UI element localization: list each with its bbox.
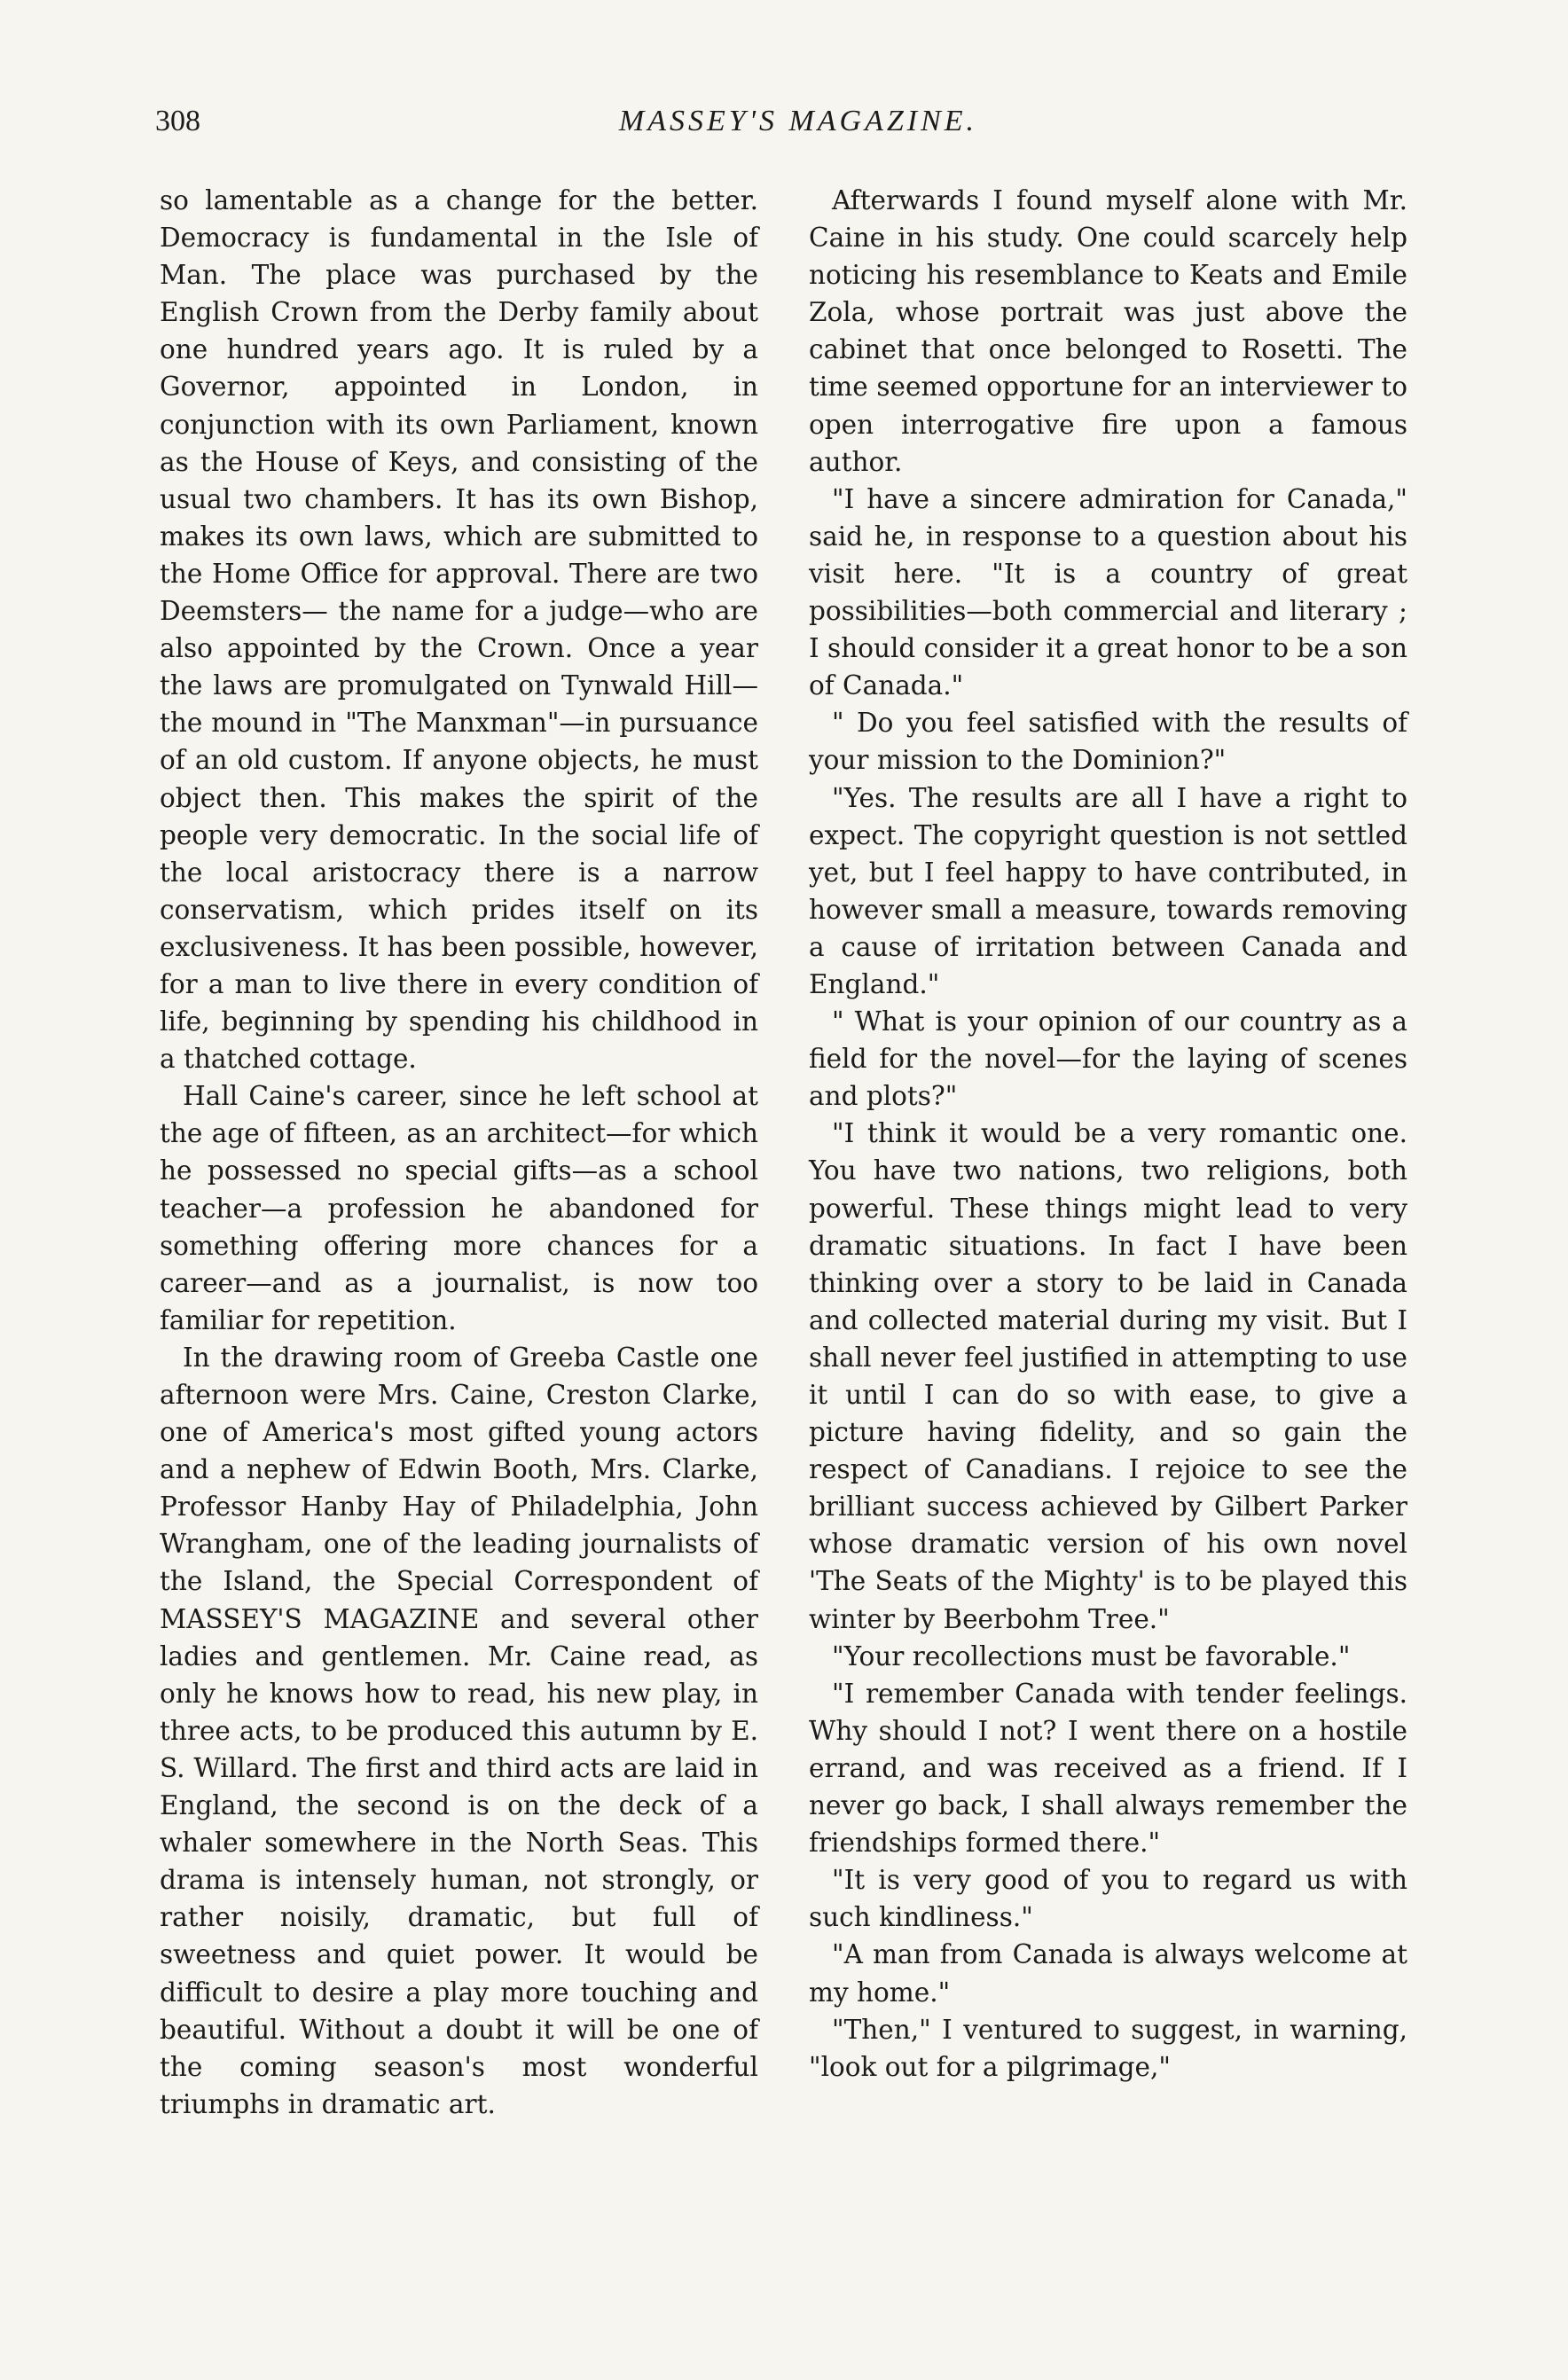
left-column bbox=[160, 182, 758, 2123]
paragraph: "I remember Canada with tender feelings. Why should I not? I went there on a hostile errand, and was received as a friend. If I never go back, I shall always remember the friendships formed there." bbox=[809, 1678, 1407, 1859]
paragraph: "I think it would be a very romantic one. You have two nations, two religions, both powerful. These things might lead to very dramatic situations. In fact I have been thinking over a story to be laid in Canada and collected material during my visit. But I shall never feel justified in attempting to use it until I can do so with ease, to give a picture having fidelity, and so gain the respect of Canadians. I rejoice to see the brilliant success achieved by Gilbert Parker whose dramatic version of his own novel 'The Seats of the Mighty' is to be played this winter by Beerbohm Tree." bbox=[809, 1118, 1407, 1634]
paragraph: " What is your opinion of our country as a field for the novel—for the laying of scenes and plots?" bbox=[809, 1006, 1407, 1112]
paragraph: "A man from Canada is always welcome at my home." bbox=[809, 1939, 1407, 2008]
paragraph: " Do you feel satisfied with the results of your mission to the Dominion?" bbox=[809, 708, 1407, 776]
paragraph: Afterwards I found myself alone with Mr. Caine in his study. One could scarcely help noticing his resemblance to Keats and Emile Zola, whose portrait was just above the cabinet that once belonged to Rosetti. The time seemed opportune for an interviewer to open interrogative fire upon a famous author. bbox=[809, 185, 1407, 477]
paragraph: Hall Caine's career, since he left school at the age of fifteen, as an architect—for which he possessed no special gifts—as a school teacher—a profession he abandoned for something offering more chances for a career—and as a journalist, is now too familiar for repetition. bbox=[160, 1081, 758, 1335]
paragraph: so lamentable as a change for the better. Democracy is fundamental in the Isle of Man. The place was purchased by the English Crown from the Derby family about one hundred years ago. It is ruled by a Governor, appointed in London, in conjunction with its own Parliament, known as the House of Keys, and consisting of the usual two chambers. It has its own Bishop, makes its own laws, which are submitted to the Home Office for approval. There are two Deemsters— the name for a judge—who are also appointed by the Crown. Once a year the laws are promulgated on Tynwald Hill—the mound in "The Manxman"—in pursuance of an old custom. If anyone objects, he must object then. This makes the spirit of the people very democratic. In the social life of the local aristocracy there is a narrow conservatism, which prides itself on its exclusiveness. It has been possible, however, for a man to live there in every condition of life, beginning by spending his childhood in a thatched cottage. bbox=[160, 185, 758, 1075]
paragraph: In the drawing room of Greeba Castle one afternoon were Mrs. Caine, Creston Clarke, one of America's most gifted young actors and a nephew of Edwin Booth, Mrs. Clarke, Professor Hanby Hay of Philadelphia, John Wrangham, one of the leading journalists of the Island, the Special Correspondent of MASSEY'S MAGAZINE and several other ladies and gentlemen. Mr. Caine read, as only he knows how to read, his new play, in three acts, to be produced this autumn by E. S. Willard. The first and third acts are laid in England, the second is on the deck of a whaler somewhere in the North Seas. This drama is intensely human, not strongly, or rather noisily, dramatic, but full of sweetness and quiet power. It would be difficult to desire a play more touching and beautiful. Without a doubt it will be one of the coming season's most wonderful triumphs in dramatic art. bbox=[160, 1342, 758, 2119]
page-number: 308 bbox=[155, 105, 200, 137]
right-column bbox=[809, 182, 1407, 2086]
paragraph: "Your recollections must be favorable." bbox=[832, 1640, 1351, 1671]
paragraph: "Then," I ventured to suggest, in warning, "look out for a pilgrimage," bbox=[809, 2014, 1407, 2082]
page-header bbox=[155, 105, 1441, 158]
paragraph: "I have a sincere admiration for Canada," said he, in response to a question about his visit here. "It is a country of great possibilities—both commercial and literary ; I should consider it a great honor to be a son of Canada." bbox=[809, 483, 1407, 701]
running-title: MASSEY'S MAGAZINE. bbox=[618, 105, 978, 137]
paragraph: "It is very good of you to regard us with such kindliness." bbox=[809, 1865, 1407, 1933]
paragraph: "Yes. The results are all I have a right to expect. The copyright question is not settled yet, but I feel happy to have contributed, in however small a measure, towards removing a cause of irritation between Canada and England." bbox=[809, 782, 1407, 999]
